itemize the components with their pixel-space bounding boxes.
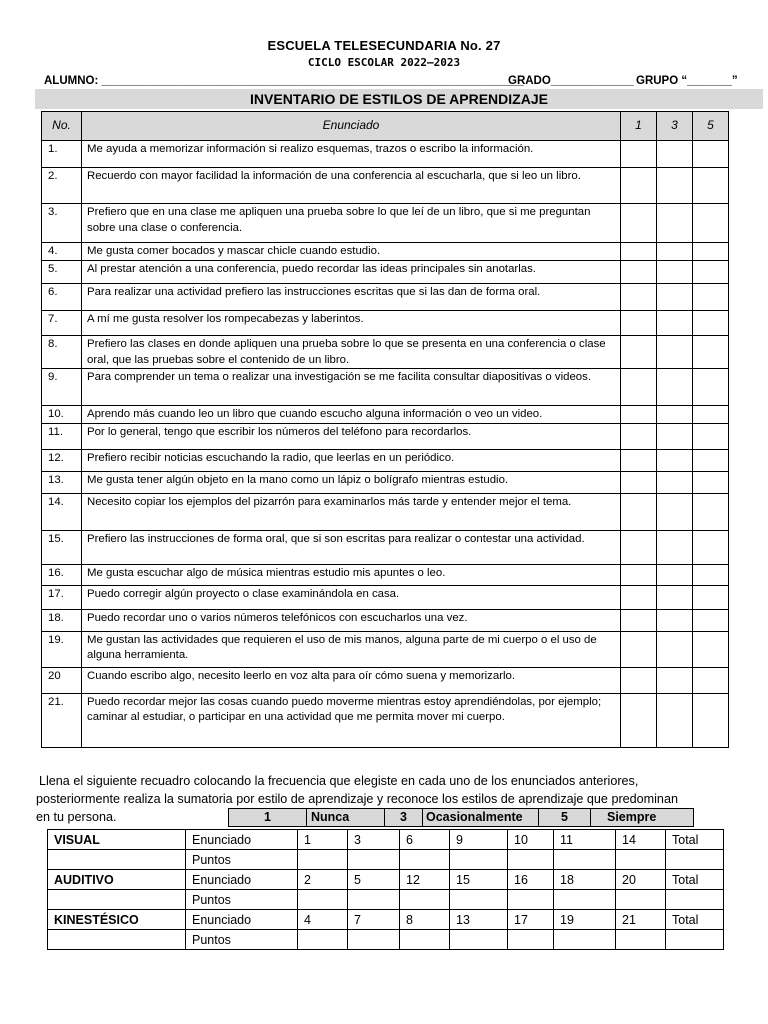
- score-cell-5[interactable]: [693, 493, 729, 530]
- statement-ref: 19: [554, 910, 616, 930]
- statement-text: Me gustan las actividades que requieren el uso de mis manos, alguna parte de mi cuerpo o el uso de alguna herramienta.: [82, 631, 621, 667]
- score-cell-5[interactable]: [693, 284, 729, 311]
- statement-ref: 21: [616, 910, 666, 930]
- statement-number: 13.: [42, 471, 82, 493]
- total-label: Total: [666, 910, 724, 930]
- student-info-line: [44, 75, 744, 89]
- score-cell-1[interactable]: [621, 168, 657, 204]
- points-cell[interactable]: [616, 890, 666, 910]
- points-cell[interactable]: [400, 890, 450, 910]
- statement-ref: 5: [348, 870, 400, 890]
- score-cell-3[interactable]: [657, 530, 693, 564]
- points-cell[interactable]: [554, 850, 616, 870]
- score-cell-3[interactable]: [657, 311, 693, 336]
- statement-ref: 16: [508, 870, 554, 890]
- header-statement: Enunciado: [82, 112, 621, 141]
- statement-number: 5.: [42, 261, 82, 284]
- score-cell-5[interactable]: [693, 204, 729, 243]
- score-cell-5[interactable]: [693, 423, 729, 449]
- legend-label-5: Siempre: [607, 810, 657, 824]
- points-cell[interactable]: [298, 850, 348, 870]
- score-cell-5[interactable]: [693, 336, 729, 369]
- statement-text: Aprendo más cuando leo un libro que cuando escucho alguna información o veo un video.: [82, 406, 621, 424]
- statement-ref: 4: [298, 910, 348, 930]
- table-row: [42, 564, 729, 585]
- statement-ref: 20: [616, 870, 666, 890]
- puntos-label: Puntos: [186, 890, 298, 910]
- points-cell[interactable]: [508, 930, 554, 950]
- statement-ref: 9: [450, 830, 508, 850]
- score-cell-1[interactable]: [621, 204, 657, 243]
- school-name: ESCUELA TELESECUNDARIA No. 27: [267, 38, 501, 53]
- score-cell-1[interactable]: [621, 336, 657, 369]
- table-row: [42, 493, 729, 530]
- points-cell[interactable]: [348, 930, 400, 950]
- score-cell-5[interactable]: [693, 261, 729, 284]
- statement-ref: 12: [400, 870, 450, 890]
- statement-number: 16.: [42, 564, 82, 585]
- statement-ref: 6: [400, 830, 450, 850]
- score-cell-1[interactable]: [621, 530, 657, 564]
- table-row: [42, 311, 729, 336]
- statement-ref: 7: [348, 910, 400, 930]
- score-cell-3[interactable]: [657, 564, 693, 585]
- statement-number: 8.: [42, 336, 82, 369]
- statement-ref: 18: [554, 870, 616, 890]
- statement-ref: 14: [616, 830, 666, 850]
- score-cell-5[interactable]: [693, 168, 729, 204]
- points-cell[interactable]: [298, 890, 348, 910]
- statement-text: Puedo recordar mejor las cosas cuando puedo moverme mientras estoy aprendiéndolas, por ejemplo; caminar al estudiar, o participar en una actividad que me permita mover mi cuerpo.: [82, 693, 621, 747]
- statement-number: 19.: [42, 631, 82, 667]
- scoring-row: [48, 870, 724, 890]
- points-cell[interactable]: [508, 850, 554, 870]
- statement-text: Necesito copiar los ejemplos del pizarrón para examinarlos más tarde y entender mejor el tema.: [82, 493, 621, 530]
- instructions-line-3: en tu persona.: [36, 810, 117, 824]
- scoring-row: [48, 910, 724, 930]
- score-cell-1[interactable]: [621, 406, 657, 424]
- puntos-label: Puntos: [186, 850, 298, 870]
- total-label: Total: [666, 870, 724, 890]
- blank-cell: [48, 850, 186, 870]
- score-cell-1[interactable]: [621, 667, 657, 693]
- statement-text: Prefiero que en una clase me apliquen una prueba sobre lo que leí de un libro, que si me preguntan sobre una clase o conferencia.: [82, 204, 621, 243]
- instructions-line-1: Llena el siguiente recuadro colocando la frecuencia que elegiste en cada uno de los enunciados anteriores,: [39, 774, 639, 788]
- score-cell-3[interactable]: [657, 261, 693, 284]
- score-cell-1[interactable]: [621, 493, 657, 530]
- score-cell-1[interactable]: [621, 141, 657, 168]
- statement-text: Prefiero las instrucciones de forma oral, que si son escritas para realizar o contestar una actividad.: [82, 530, 621, 564]
- table-row: [42, 609, 729, 631]
- statement-text: Al prestar atención a una conferencia, puedo recordar las ideas principales sin anotarlas.: [82, 261, 621, 284]
- group-field[interactable]: GRUPO “_______”: [636, 75, 738, 87]
- score-cell-3[interactable]: [657, 609, 693, 631]
- grade-field[interactable]: GRADO_____________: [508, 75, 634, 87]
- statement-number: 15.: [42, 530, 82, 564]
- table-row: [42, 336, 729, 369]
- statement-ref: 17: [508, 910, 554, 930]
- statement-text: Para realizar una actividad prefiero las instrucciones escritas que si las dan de forma oral.: [82, 284, 621, 311]
- table-row: [42, 667, 729, 693]
- table-row: [42, 423, 729, 449]
- enunciado-label: Enunciado: [186, 830, 298, 850]
- points-cell[interactable]: [450, 890, 508, 910]
- points-cell[interactable]: [298, 930, 348, 950]
- statement-ref: 15: [450, 870, 508, 890]
- score-cell-5[interactable]: [693, 631, 729, 667]
- header-score-5: 5: [693, 112, 729, 141]
- points-cell[interactable]: [554, 930, 616, 950]
- title-band: [35, 89, 763, 109]
- score-cell-1[interactable]: [621, 261, 657, 284]
- score-cell-3[interactable]: [657, 336, 693, 369]
- table-row: [42, 369, 729, 406]
- score-cell-3[interactable]: [657, 284, 693, 311]
- puntos-label: Puntos: [186, 930, 298, 950]
- table-row: [42, 261, 729, 284]
- statement-number: 2.: [42, 168, 82, 204]
- score-cell-1[interactable]: [621, 369, 657, 406]
- score-cell-3[interactable]: [657, 406, 693, 424]
- statement-ref: 1: [298, 830, 348, 850]
- points-cell[interactable]: [450, 850, 508, 870]
- inventory-header-row: [42, 112, 729, 141]
- table-row: [42, 406, 729, 424]
- score-cell-1[interactable]: [621, 585, 657, 609]
- statement-number: 3.: [42, 204, 82, 243]
- score-cell-1[interactable]: [621, 449, 657, 471]
- score-cell-3[interactable]: [657, 168, 693, 204]
- points-row: [48, 930, 724, 950]
- score-cell-3[interactable]: [657, 204, 693, 243]
- legend-value-5: 5: [539, 809, 591, 826]
- header-score-3: 3: [657, 112, 693, 141]
- score-cell-5[interactable]: [693, 141, 729, 168]
- enunciado-label: Enunciado: [186, 910, 298, 930]
- statement-ref: 2: [298, 870, 348, 890]
- statement-text: Por lo general, tengo que escribir los números del teléfono para recordarlos.: [82, 423, 621, 449]
- score-cell-1[interactable]: [621, 284, 657, 311]
- score-cell-5[interactable]: [693, 471, 729, 493]
- document-title: INVENTARIO DE ESTILOS DE APRENDIZAJE: [250, 91, 548, 107]
- statement-text: Prefiero las clases en donde apliquen una prueba sobre lo que se presenta en una conferencia o clase oral, que las pruebas sobre el contenido de un libro.: [82, 336, 621, 369]
- points-cell[interactable]: [348, 890, 400, 910]
- table-row: [42, 471, 729, 493]
- table-row: [42, 693, 729, 747]
- statement-number: 17.: [42, 585, 82, 609]
- statement-ref: 10: [508, 830, 554, 850]
- points-cell[interactable]: [554, 890, 616, 910]
- score-cell-5[interactable]: [693, 530, 729, 564]
- statement-ref: 13: [450, 910, 508, 930]
- score-cell-5[interactable]: [693, 311, 729, 336]
- table-row: [42, 530, 729, 564]
- total-points-cell[interactable]: [666, 930, 724, 950]
- points-cell[interactable]: [616, 850, 666, 870]
- statement-number: 1.: [42, 141, 82, 168]
- table-row: [42, 449, 729, 471]
- points-cell[interactable]: [450, 930, 508, 950]
- table-row: [42, 243, 729, 261]
- statement-ref: 3: [348, 830, 400, 850]
- score-cell-5[interactable]: [693, 243, 729, 261]
- statement-number: 9.: [42, 369, 82, 406]
- statement-number: 14.: [42, 493, 82, 530]
- score-cell-1[interactable]: [621, 609, 657, 631]
- enunciado-label: Enunciado: [186, 870, 298, 890]
- statement-text: Me ayuda a memorizar información si realizo esquemas, trazos o escribo la información.: [82, 141, 621, 168]
- total-points-cell[interactable]: [666, 890, 724, 910]
- statement-text: Recuerdo con mayor facilidad la información de una conferencia al escucharla, que si leo un libro.: [82, 168, 621, 204]
- scoring-row: [48, 830, 724, 850]
- instructions-line-2: posteriormente realiza la sumatoria por estilo de aprendizaje y reconoce los estilos de aprendizaje que predominan: [36, 792, 678, 806]
- statement-text: A mí me gusta resolver los rompecabezas y laberintos.: [82, 311, 621, 336]
- table-row: [42, 585, 729, 609]
- score-cell-3[interactable]: [657, 423, 693, 449]
- statement-number: 20: [42, 667, 82, 693]
- points-cell[interactable]: [400, 930, 450, 950]
- legend-label-3: Ocasionalmente: [423, 809, 539, 826]
- statement-text: Prefiero recibir noticias escuchando la radio, que leerlas en un periódico.: [82, 449, 621, 471]
- header-no: No.: [42, 112, 82, 141]
- score-cell-3[interactable]: [657, 493, 693, 530]
- points-row: [48, 890, 724, 910]
- statement-number: 12.: [42, 449, 82, 471]
- statement-number: 21.: [42, 693, 82, 747]
- legend-label-1: Nunca: [307, 809, 385, 826]
- score-cell-3[interactable]: [657, 693, 693, 747]
- table-row: [42, 204, 729, 243]
- total-points-cell[interactable]: [666, 850, 724, 870]
- statement-number: 10.: [42, 406, 82, 424]
- statement-number: 4.: [42, 243, 82, 261]
- style-name: KINESTÉSICO: [48, 910, 186, 930]
- blank-cell: [48, 930, 186, 950]
- statement-number: 18.: [42, 609, 82, 631]
- table-row: [42, 284, 729, 311]
- blank-cell: [48, 890, 186, 910]
- statement-number: 11.: [42, 423, 82, 449]
- score-cell-1[interactable]: [621, 471, 657, 493]
- statement-text: Para comprender un tema o realizar una investigación se me facilita consultar diapositivas o videos.: [82, 369, 621, 406]
- table-row: [42, 168, 729, 204]
- score-cell-5[interactable]: [693, 564, 729, 585]
- score-cell-1[interactable]: [621, 423, 657, 449]
- points-cell[interactable]: [400, 850, 450, 870]
- header-score-1: 1: [621, 112, 657, 141]
- points-cell[interactable]: [508, 890, 554, 910]
- score-cell-3[interactable]: [657, 471, 693, 493]
- statement-text: Cuando escribo algo, necesito leerlo en voz alta para oír cómo suena y memorizarlo.: [82, 667, 621, 693]
- school-cycle: CICLO ESCOLAR 2022–2023: [307, 56, 461, 69]
- statement-text: Puedo corregir algún proyecto o clase examinándola en casa.: [82, 585, 621, 609]
- score-cell-5[interactable]: [693, 369, 729, 406]
- score-cell-5[interactable]: [693, 667, 729, 693]
- inventory-table: [41, 111, 729, 748]
- legend-value-3: 3: [385, 809, 423, 826]
- score-cell-3[interactable]: [657, 141, 693, 168]
- table-row: [42, 141, 729, 168]
- score-cell-3[interactable]: [657, 585, 693, 609]
- score-cell-3[interactable]: [657, 369, 693, 406]
- statement-ref: 8: [400, 910, 450, 930]
- statement-number: 7.: [42, 311, 82, 336]
- statement-text: Puedo recordar uno o varios números telefónicos con escucharlos una vez.: [82, 609, 621, 631]
- points-row: [48, 850, 724, 870]
- score-cell-5[interactable]: [693, 406, 729, 424]
- score-cell-5[interactable]: [693, 585, 729, 609]
- score-cell-3[interactable]: [657, 243, 693, 261]
- score-cell-5[interactable]: [693, 609, 729, 631]
- score-cell-3[interactable]: [657, 631, 693, 667]
- points-cell[interactable]: [616, 930, 666, 950]
- score-cell-1[interactable]: [621, 693, 657, 747]
- score-cell-5[interactable]: [693, 693, 729, 747]
- score-cell-1[interactable]: [621, 631, 657, 667]
- points-cell[interactable]: [348, 850, 400, 870]
- style-name: VISUAL: [48, 830, 186, 850]
- total-label: Total: [666, 830, 724, 850]
- score-cell-5[interactable]: [693, 449, 729, 471]
- style-name: AUDITIVO: [48, 870, 186, 890]
- score-cell-1[interactable]: [621, 311, 657, 336]
- scoring-table: [47, 829, 724, 950]
- score-cell-1[interactable]: [621, 564, 657, 585]
- legend-value-1: 1: [229, 809, 307, 826]
- score-cell-3[interactable]: [657, 449, 693, 471]
- statement-text: Me gusta tener algún objeto en la mano como un lápiz o bolígrafo mientras estudio.: [82, 471, 621, 493]
- statement-ref: 11: [554, 830, 616, 850]
- statement-number: 6.: [42, 284, 82, 311]
- frequency-legend: [228, 808, 694, 827]
- score-cell-3[interactable]: [657, 667, 693, 693]
- statement-text: Me gusta comer bocados y mascar chicle cuando estudio.: [82, 243, 621, 261]
- statement-text: Me gusta escuchar algo de música mientras estudio mis apuntes o leo.: [82, 564, 621, 585]
- table-row: [42, 631, 729, 667]
- student-name-field[interactable]: ALUMNO: __________________________________________________________________: [44, 75, 524, 87]
- score-cell-1[interactable]: [621, 243, 657, 261]
